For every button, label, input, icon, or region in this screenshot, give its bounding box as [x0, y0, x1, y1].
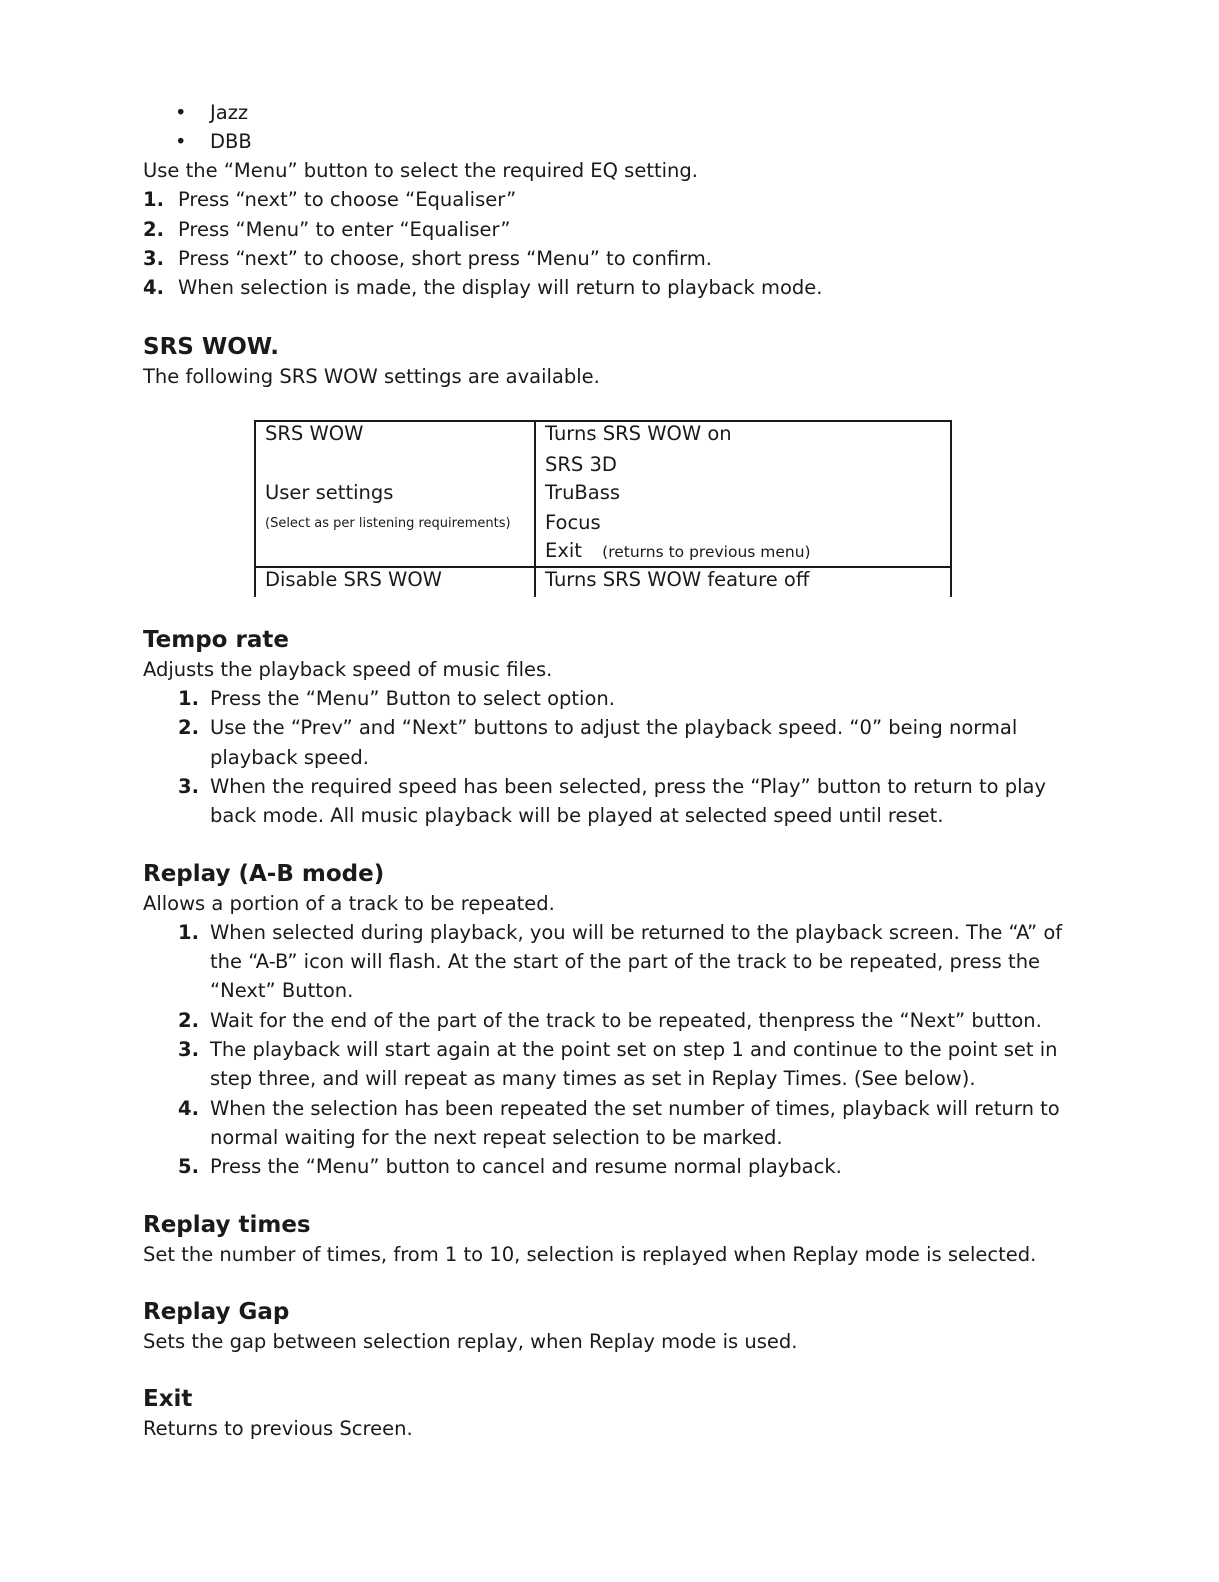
- list-item: 2. Press “Menu” to enter “Equaliser”: [143, 217, 511, 241]
- document-page: [143, 98, 1083, 1443]
- list-item: 2. Wait for the end of the part of the track to be repeated, thenpress the “Next” button.: [178, 1008, 1042, 1032]
- replay-times-text: Set the number of times, from 1 to 10, selection is replayed when Replay mode is selected.: [143, 1242, 1037, 1266]
- list-item: 1. Press the “Menu” Button to select option.: [178, 687, 615, 711]
- list-item: 1. Press “next” to choose “Equaliser”: [143, 188, 517, 212]
- tempo-heading: Tempo rate: [143, 626, 289, 653]
- replay-gap-heading: Replay Gap: [143, 1298, 290, 1325]
- table-cell-disable: Disable SRS WOW: [265, 567, 442, 591]
- table-cell-user-settings: User settings: [265, 480, 394, 504]
- exit-text: Returns to previous Screen.: [143, 1417, 413, 1441]
- replay-ab-steps: [143, 918, 1083, 1182]
- srs-intro: The following SRS WOW settings are available.: [143, 365, 600, 389]
- list-item: 3. When the required speed has been selected, press the “Play” button to return to play back mode. All music playback will be played at selected speed until reset.: [178, 774, 1047, 828]
- list-item: • DBB: [143, 127, 1083, 156]
- list-item: • Jazz: [143, 98, 1083, 127]
- list-item: 5. Press the “Menu” button to cancel and resume normal playback.: [178, 1155, 842, 1179]
- replay-times-heading: Replay times: [143, 1211, 311, 1238]
- eq-bullet-list: [143, 98, 1083, 156]
- eq-intro: Use the “Menu” button to select the required EQ setting.: [143, 159, 698, 182]
- list-item: 1. When selected during playback, you will be returned to the playback screen. The “A” of the “A-B” icon will flash. At the start of the part of the track to be repeated, press the “Next” Button.: [178, 920, 1063, 1003]
- tempo-intro: Adjusts the playback speed of music files.: [143, 657, 553, 681]
- list-item: 4. When the selection has been repeated the set number of times, playback will return to normal waiting for the next repeat selection to be marked.: [178, 1096, 1060, 1149]
- eq-steps: [143, 185, 1083, 302]
- replay-gap-text: Sets the gap between selection replay, when Replay mode is used.: [143, 1329, 798, 1353]
- replay-ab-heading: Replay (A-B mode): [143, 860, 385, 887]
- table-cell-turns-on: Turns SRS WOW on: [545, 421, 732, 445]
- table-cell-focus: Focus: [545, 510, 601, 534]
- list-item: 4. When selection is made, the display will return to playback mode.: [143, 276, 823, 300]
- list-item: 3. The playback will start again at the point set on step 1 and continue to the point set in step three, and will repeat as many times as set in Replay Times. (See below).: [178, 1038, 1058, 1091]
- table-cell-exit: Exit (returns to previous menu): [545, 538, 811, 562]
- list-item: 2. Use the “Prev” and “Next” buttons to adjust the playback speed. “0” being normal playback speed.: [178, 716, 1018, 769]
- list-item: 3. Press “next” to choose, short press “Menu” to confirm.: [143, 246, 712, 270]
- replay-ab-intro: Allows a portion of a track to be repeated.: [143, 891, 555, 915]
- table-cell-trubass: TruBass: [545, 480, 621, 504]
- exit-heading: Exit: [143, 1386, 193, 1413]
- srs-settings-table: [254, 420, 952, 597]
- table-cell-user-settings-note: (Select as per listening requirements): [265, 515, 511, 531]
- srs-heading: SRS WOW.: [143, 334, 280, 361]
- tempo-steps: [143, 684, 1083, 830]
- table-cell-turns-off: Turns SRS WOW feature off: [545, 567, 810, 591]
- table-cell-srs-wow: SRS WOW: [265, 421, 364, 445]
- table-cell-srs-3d: SRS 3D: [545, 452, 617, 476]
